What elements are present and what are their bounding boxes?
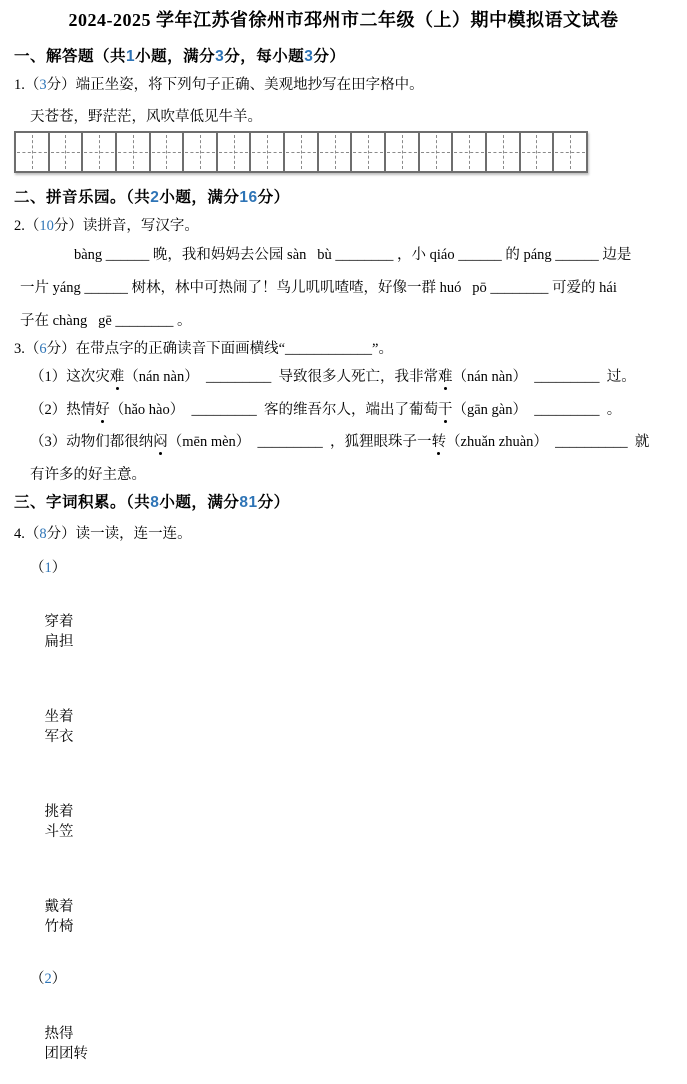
match-left: 挑着 bbox=[44, 804, 74, 820]
question2-line: 子在 chàng gē ________ 。 bbox=[20, 313, 192, 329]
question4-label: 4.（8分）读一读，连一连。 bbox=[14, 526, 192, 542]
match-pair bbox=[30, 687, 673, 767]
question4-group2-label: （2） bbox=[30, 971, 67, 987]
match-right: 竹椅 bbox=[44, 919, 74, 935]
match-right: 斗笠 bbox=[44, 824, 74, 840]
grid-cell bbox=[83, 133, 117, 171]
match-left: 坐着 bbox=[44, 709, 74, 725]
grid-cell bbox=[352, 133, 386, 171]
match-pair bbox=[30, 782, 673, 862]
grid-cell bbox=[151, 133, 185, 171]
question1-label: 1.（3分）端正坐姿，将下列句子正确、美观地抄写在田字格中。 bbox=[14, 77, 424, 93]
question3-item: （3）动物们都很纳闷（mēn mèn） _________ ，狐狸眼珠子一转（zhuǎn zhuàn） __________ 就 bbox=[30, 434, 650, 450]
section2-heading: 二、拼音乐园。（共2小题，满分16分） bbox=[14, 189, 290, 206]
question2-label: 2.（10分）读拼音，写汉字。 bbox=[14, 218, 199, 234]
grid-cell bbox=[16, 133, 50, 171]
question3-item: （1）这次灾难（nán nàn） _________ 导致很多人死亡，我非常难（nán nàn） _________ 过。 bbox=[30, 369, 636, 385]
match-right: 扁担 bbox=[44, 634, 74, 650]
section1-heading: 一、解答题（共1小题，满分3分，每小题3分） bbox=[14, 48, 346, 65]
question3-continuation: 有许多的好主意。 bbox=[30, 467, 146, 483]
grid-cell bbox=[285, 133, 319, 171]
grid-cell bbox=[386, 133, 420, 171]
match-left: 热得 bbox=[44, 1026, 74, 1042]
writing-grid bbox=[14, 131, 588, 173]
match-pair bbox=[30, 1004, 673, 1084]
match-left: 穿着 bbox=[44, 614, 74, 630]
match-right: 团团转 bbox=[44, 1046, 88, 1062]
grid-cell bbox=[319, 133, 353, 171]
grid-cell bbox=[184, 133, 218, 171]
match-left: 戴着 bbox=[44, 899, 74, 915]
question2-line: 一片 yáng ______ 树林，林中可热闹了！鸟儿叽叽喳喳，好像一群 huó pō ________ 可爱的 hái bbox=[20, 280, 617, 296]
page-title: 2024-2025 学年江苏省徐州市邳州市二年级（上）期中模拟语文试卷 bbox=[68, 10, 619, 30]
match-right: 军衣 bbox=[44, 729, 74, 745]
grid-cell bbox=[554, 133, 586, 171]
grid-cell bbox=[521, 133, 555, 171]
grid-cell bbox=[453, 133, 487, 171]
question4-group1-label: （1） bbox=[30, 560, 67, 576]
question3-item: （2）热情好（hǎo hào） _________ 客的维吾尔人，端出了葡萄干（gān gàn） _________ 。 bbox=[30, 402, 622, 418]
grid-cell bbox=[117, 133, 151, 171]
grid-cell bbox=[487, 133, 521, 171]
grid-cell bbox=[251, 133, 285, 171]
grid-cell bbox=[50, 133, 84, 171]
match-pair bbox=[30, 877, 673, 957]
grid-cell bbox=[420, 133, 454, 171]
match-pair bbox=[30, 592, 673, 672]
question1-sentence: 天苍苍，野茫茫，风吹草低见牛羊。 bbox=[30, 109, 262, 125]
grid-cell bbox=[218, 133, 252, 171]
question3-label: 3.（6分）在带点字的正确读音下面画横线“____________”。 bbox=[14, 341, 393, 357]
section3-heading: 三、字词积累。（共8小题，满分81分） bbox=[14, 494, 290, 511]
question2-line: bàng ______ 晚，我和妈妈去公园 sàn bù ________ ，小 qiáo ______ 的 páng ______ 边是 bbox=[74, 247, 632, 263]
